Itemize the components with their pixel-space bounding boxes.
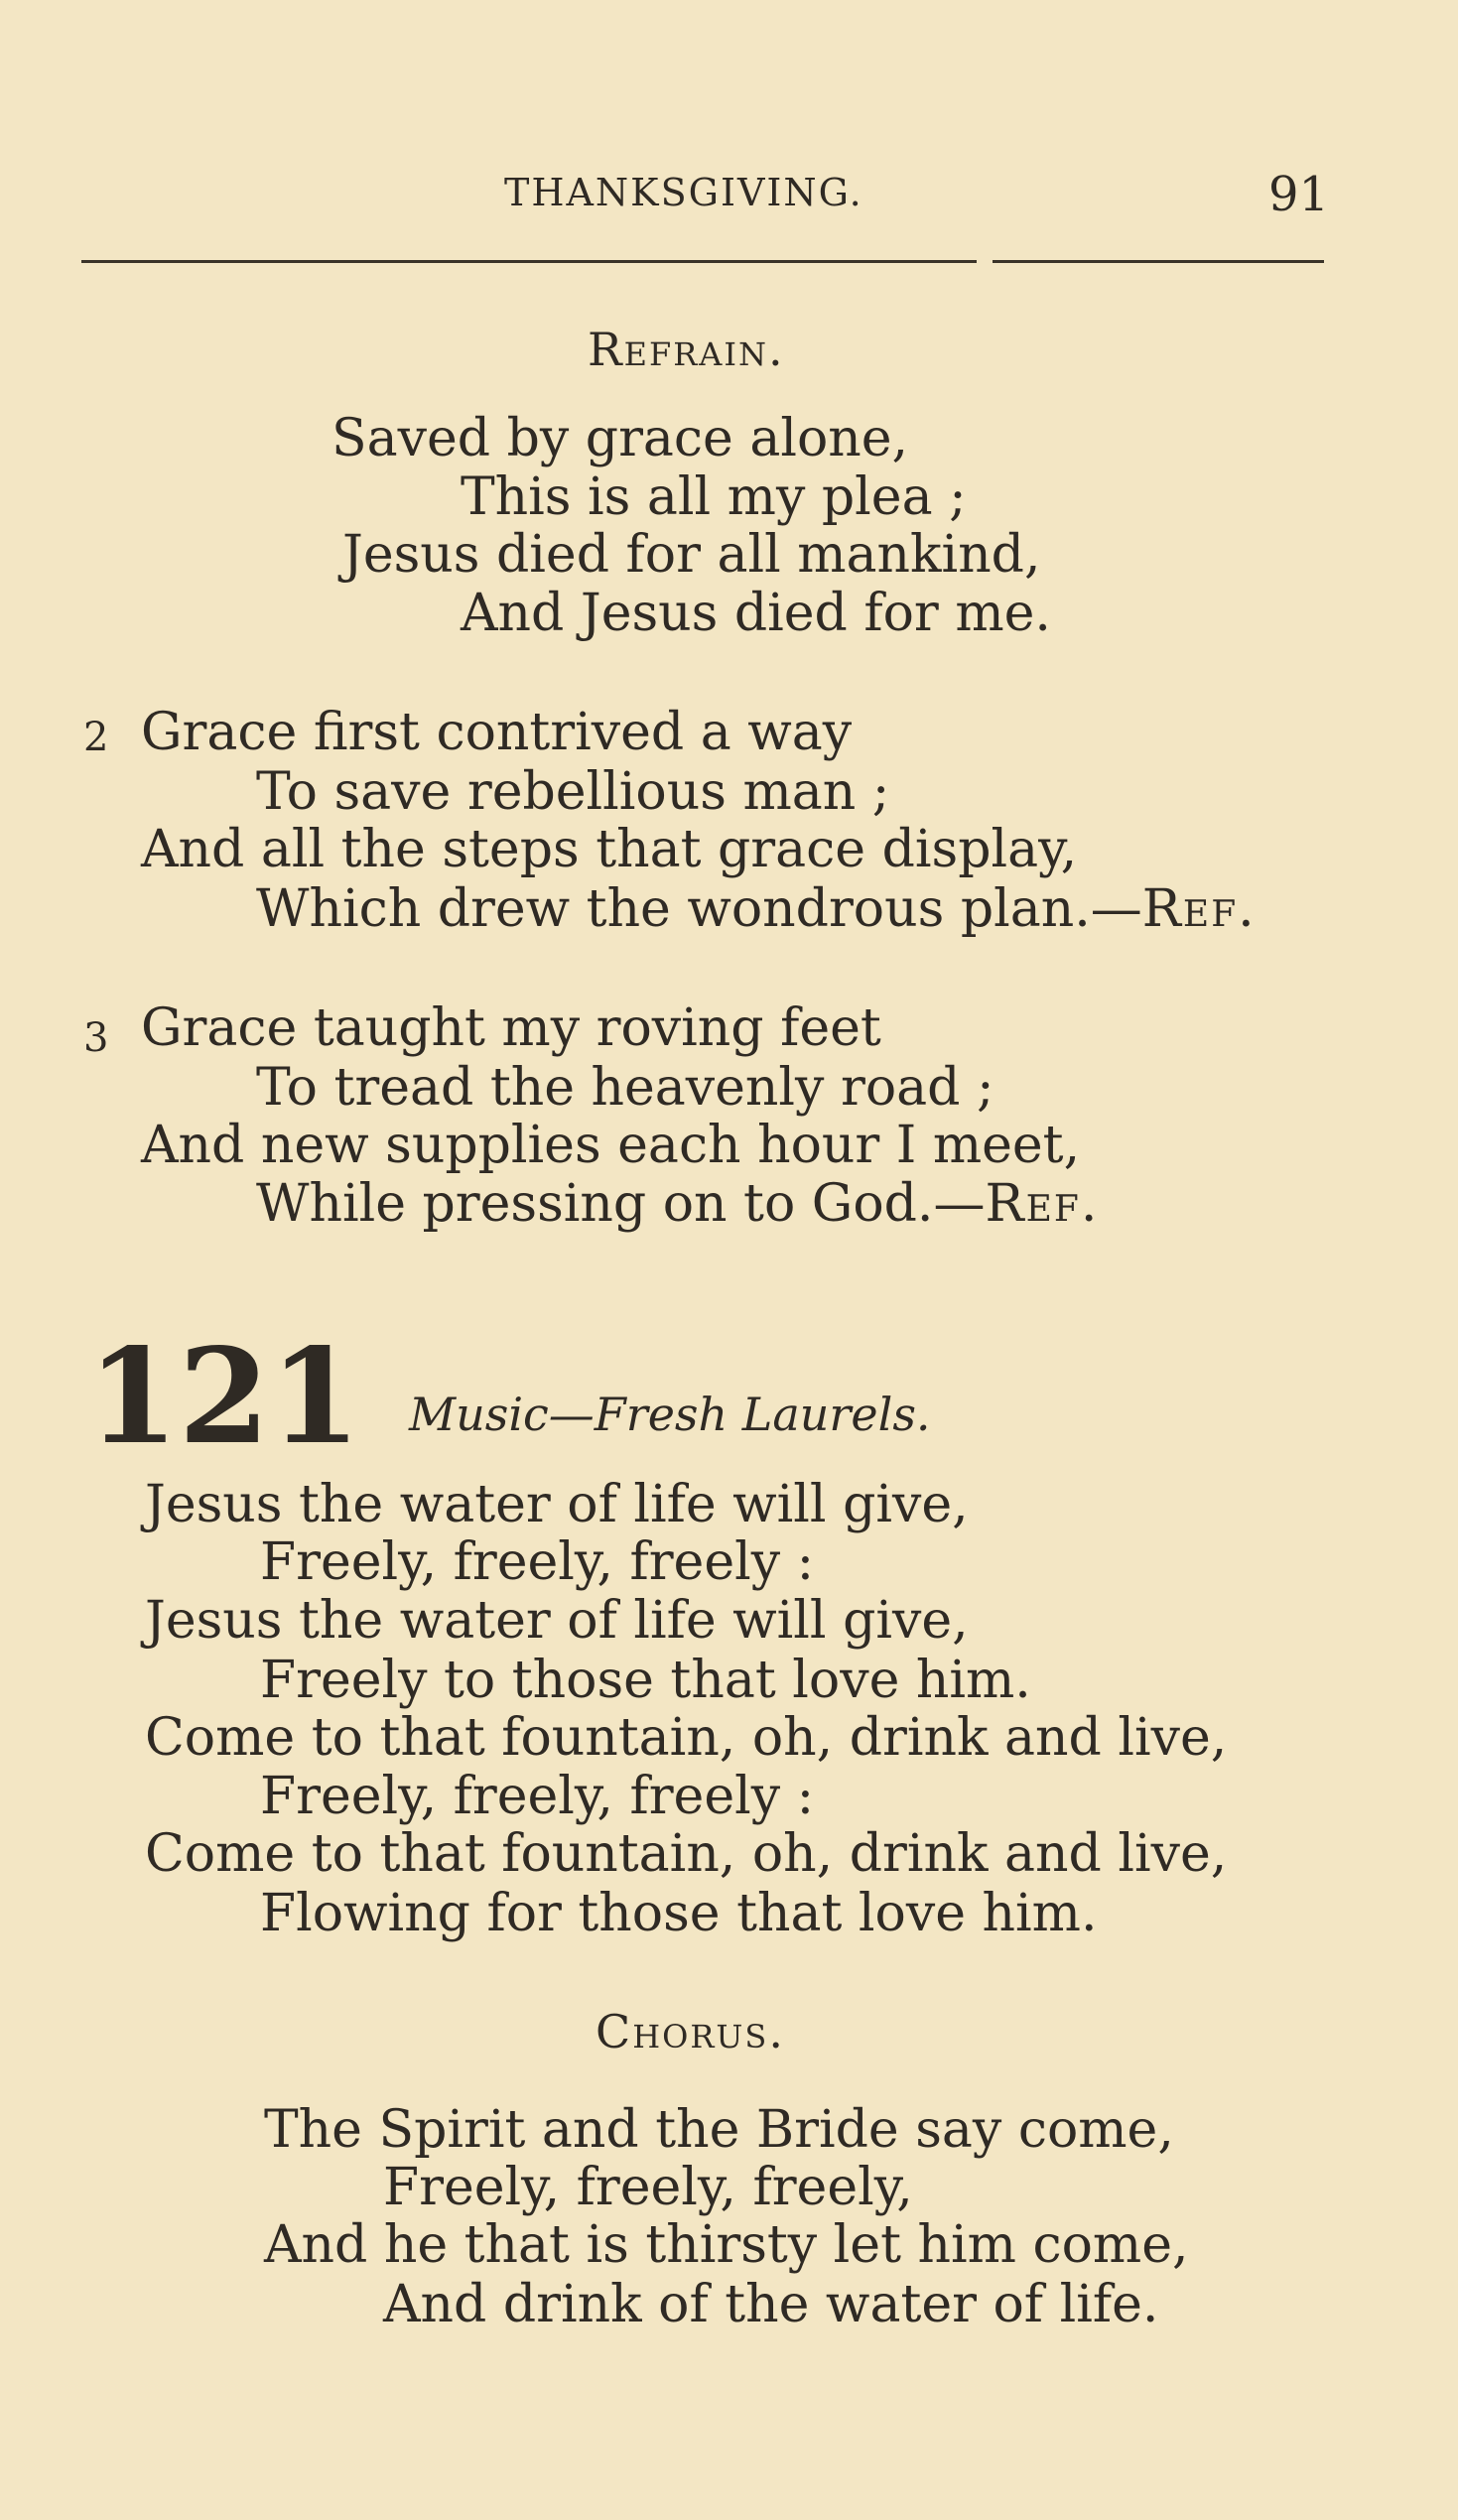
chorus-line: The Spirit and the Bride say come,: [264, 2100, 1174, 2160]
hymn-line: Jesus the water of life will give,: [145, 1475, 969, 1534]
running-header: THANKSGIVING.: [504, 171, 863, 214]
verse-line: [256, 879, 1257, 939]
verse-number: 3: [83, 1015, 109, 1061]
chorus-line: And he that is thirsty let him come,: [264, 2215, 1189, 2275]
header-rule-left: [81, 260, 977, 263]
refrain-heading: Refrain.: [588, 323, 785, 376]
hymn-number: 121: [87, 1320, 361, 1474]
hymn-line: Flowing for those that love him.: [260, 1884, 1098, 1943]
chorus-line: And drink of the water of life.: [383, 2275, 1159, 2334]
hymn-line: Freely, freely, freely :: [260, 1767, 815, 1826]
chorus-line: Freely, freely, freely,: [383, 2158, 913, 2217]
verse-number: 2: [83, 715, 109, 760]
hymn-line: Come to that fountain, oh, drink and live,: [145, 1824, 1228, 1884]
refrain-line: Saved by grace alone,: [331, 409, 909, 468]
refrain-reference: Ref.: [985, 1174, 1100, 1234]
refrain-line: This is all my plea ;: [461, 467, 967, 527]
verse-line: And all the steps that grace display,: [141, 820, 1078, 879]
refrain-line: And Jesus died for me.: [461, 584, 1051, 643]
verse-line: Grace taught my roving feet: [141, 998, 881, 1058]
refrain-reference: Ref.: [1141, 879, 1257, 939]
hymn-line: Freely, freely, freely :: [260, 1532, 815, 1592]
verse-line: To save rebellious man ;: [256, 762, 890, 822]
music-tune: Music—Fresh Laurels.: [409, 1388, 931, 1441]
hymn-line: Freely to those that love him.: [260, 1651, 1031, 1710]
hymn-line: Jesus the water of life will give,: [145, 1591, 969, 1651]
verse-line-text: Which drew the wondrous plan.—: [256, 879, 1142, 939]
verse-line: To tread the heavenly road ;: [256, 1058, 994, 1118]
hymn-line: Come to that fountain, oh, drink and live,: [145, 1708, 1228, 1768]
header-rule-right: [993, 260, 1324, 263]
verse-line: [256, 1174, 1100, 1234]
refrain-line: Jesus died for all mankind,: [342, 525, 1041, 585]
verse-line: And new supplies each hour I meet,: [141, 1116, 1081, 1175]
verse-line-text: While pressing on to God.—: [256, 1174, 986, 1234]
verse-line: Grace first contrived a way: [141, 703, 853, 762]
chorus-heading: Chorus.: [596, 2005, 785, 2058]
page-number: 91: [1268, 167, 1330, 222]
